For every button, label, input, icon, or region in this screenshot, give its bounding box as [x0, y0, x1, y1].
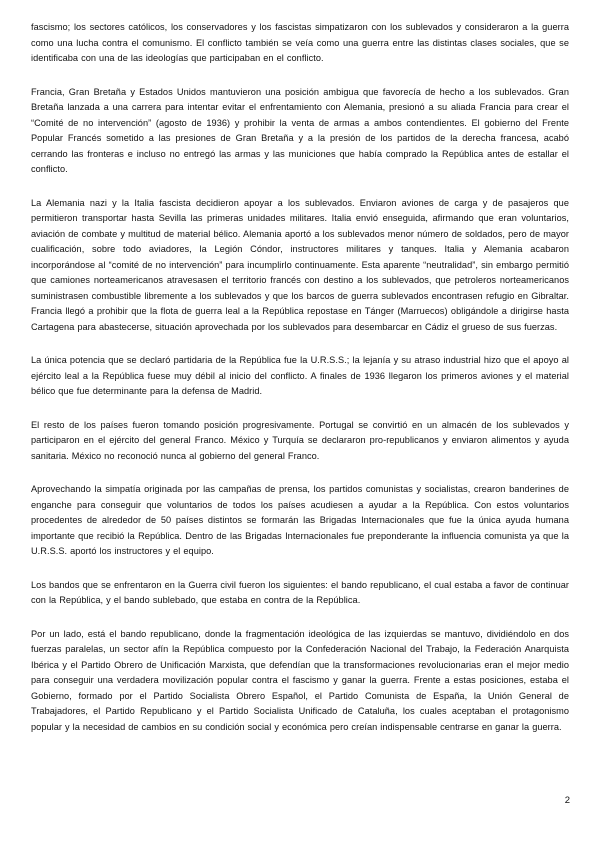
paragraph-fascism-catholics: fascismo; los sectores católicos, los conservadores y los fascistas simpatizaron con los sublevados y consideraron a la guerra como una lucha contra el comunismo. El conflicto también se veía como una guerra entre las distintas clases sociales, que se identificaba con una de las ideologías que participaban en el conflicto. [31, 22, 569, 63]
paragraph-germany-italy: La Alemania nazi y la Italia fascista decidieron apoyar a los sublevados. Enviaron aviones de carga y de pasajeros que permitieron transportar hasta Sevilla las primeras unidades militares. Italia envió enseguida, afirmando que eran voluntarios, aviación de combate y multitud de material bélico. Alemania aportó a los sublevados menor número de soldados, pero de mayor cualificación, sobre todo aviadores, la Legión Cóndor, instructores militares y tanques. Italia y Alemania acabaron incorporándose al “comité de no intervención” para incumplirlo continuamente. Esta aparente “neutralidad”, sin embargo permitió que camiones norteamericanos atravesasen el territorio francés con destino a los sublevados, que petroleros norteamericanos suministrasen combustible libremente a los sublevados y que los barcos de guerra sublevados encontrasen refugio en Gibraltar. Francia llegó a prohibir que la flota de guerra leal a la República repostase en Tánger (Marruecos) obligándole a dirigirse hasta Cartagena para abastecerse, situación aprovechada por los sublevados para desembarcar en Cádiz el grueso de sus fuerzas. [31, 197, 569, 332]
page-number: 2 [564, 795, 570, 806]
paragraph-urss: La única potencia que se declaró partidaria de la República fue la U.R.S.S.; la lejanía y su atraso industrial hizo que el apoyo al ejército leal a la República fuese muy débil al inicio del conflicto. A finales de 1936 llegaron los primeros aviones y el material bélico que fue determinante para la defensa de Madrid. [31, 355, 569, 396]
paragraph-sides-overview: Los bandos que se enfrentaron en la Guerra civil fueron los siguientes: el bando republicano, el cual estaba a favor de continuar con la República, y el bando sublebado, que estaba en contra de la República. [31, 579, 569, 605]
paragraph-international-brigades: Aprovechando la simpatía originada por las campañas de prensa, los partidos comunistas y socialistas, crearon banderines de enganche para conseguir que voluntarios de todos los países acudiesen a ayudar a la República. Con estos voluntarios procedentes de alrededor de 50 países distintos se formarán las Brigadas Internacionales que fue la única ayuda humana importante que recibió la República. Dentro de las Brigadas Internacionales fue preponderante la influencia comunista ya que la U.R.S.S. aportó los instructores y el equipo. [31, 484, 569, 556]
document-page [31, 20, 569, 753]
paragraph-france-britain-usa: Francia, Gran Bretaña y Estados Unidos mantuvieron una posición ambigua que favorecía de hecho a los sublevados. Gran Bretaña lanzada a una carrera para intentar evitar el enfrentamiento con Alemania, presionó a su aliada Francia para crear el “Comité de no intervención” (agosto de 1936) y prohibir la venta de armas a ambos contendientes. El gobierno del Frente Popular Francés sometido a las presiones de Gran Bretaña y a la presión de los partidos de la derecha francesa, acabó cerrando las fronteras e incluso no entregó las armas y las municiones que había comprado la República antes de estallar el conflicto. [31, 86, 569, 174]
paragraph-other-countries: El resto de los países fueron tomando posición progresivamente. Portugal se convirtió en un almacén de los sublevados y participaron en el ejército del general Franco. México y Turquía se declararon pro-republicanos y enviaron alimentos y ayuda sanitaria. México no reconoció nunca al gobierno del general Franco. [31, 419, 569, 461]
paragraph-republican-side: Por un lado, está el bando republicano, donde la fragmentación ideológica de las izquierdas se mantuvo, dividiéndolo en dos fuerzas paralelas, un sector afín la República compuesto por la Confederación Nacional del Trabajo, la Federación Anarquista Ibérica y el Partido Obrero de Unificación Marxista, que defendían que la transformaciones revolucionarias eran el mejor medio para conseguir una verdadera movilización popular contra el fascismo y ganar la guerra. Frente a estas posiciones, estaba el Gobierno, formado por el Partido Socialista Obrero Español, el Partido Comunista de España, la Unión General de Trabajadores, el Partido Republicano y el Partido Socialista Unificado de Cataluña, los cuales aceptaban el protagonismo popular y la necesidad de cambios en su condición social y económica pero creían indispensable centrarse en ganar la guerra. [31, 628, 569, 732]
